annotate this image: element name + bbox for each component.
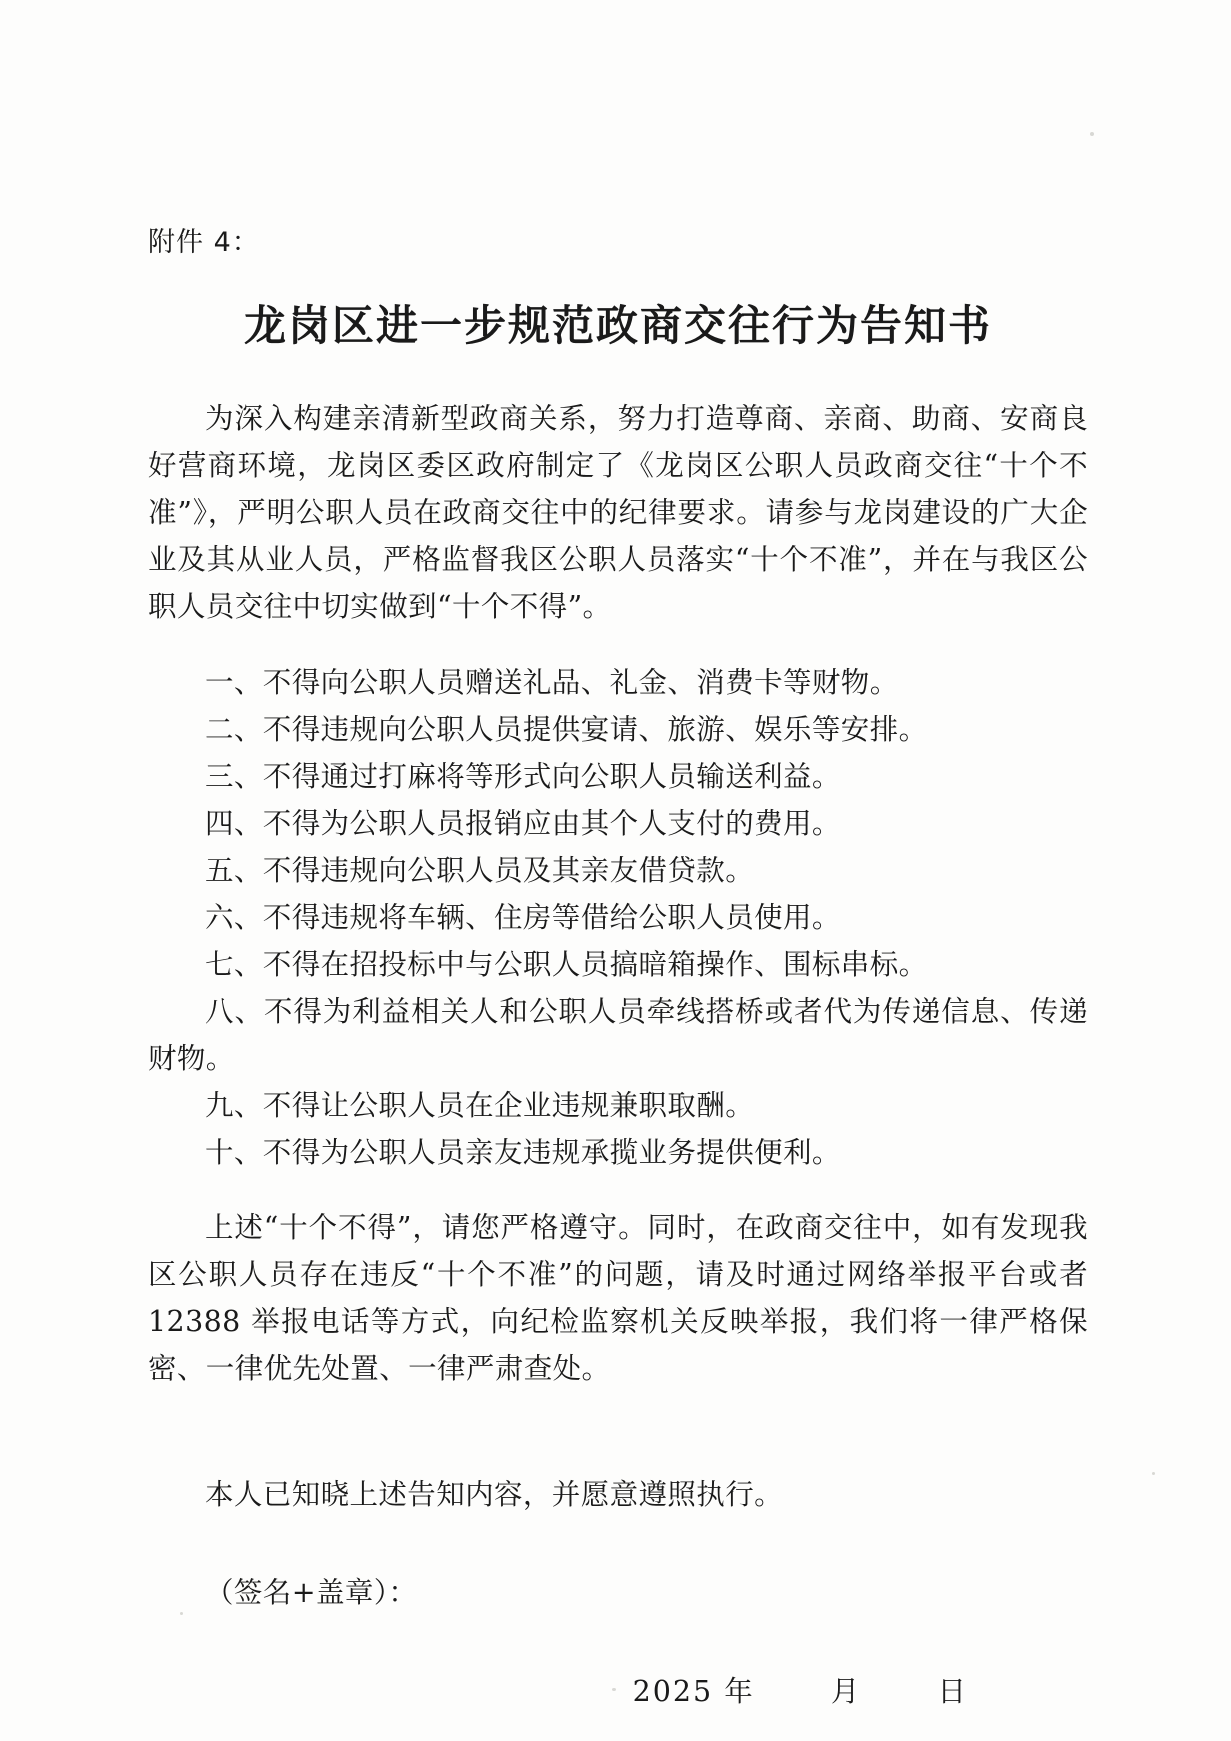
list-item: 八、不得为利益相关人和公职人员牵线搭桥或者代为传递信息、传递财物。 xyxy=(148,994,1088,1075)
list-item: 三、不得通过打麻将等形式向公职人员输送利益。 xyxy=(205,759,841,793)
closing-paragraph: 上述“十个不得”，请您严格遵守。同时，在政商交往中，如有发现我区公职人员存在违反“十个不准”的问题，请及时通过网络举报平台或者 12388 举报电话等方式，向纪检监察机关反映举报，我们将一律严格保密、一律优先处置、一律严肃查处。 xyxy=(148,1211,1088,1385)
list-item: 二、不得违规向公职人员提供宴请、旅游、娱乐等安排。 xyxy=(205,712,928,746)
list-item: 五、不得违规向公职人员及其亲友借贷款。 xyxy=(205,853,755,887)
page-title: 龙岗区进一步规范政商交往行为告知书 xyxy=(243,301,992,350)
list-item: 九、不得让公职人员在企业违规兼职取酬。 xyxy=(205,1088,755,1122)
list-item: 六、不得违规将车辆、住房等借给公职人员使用。 xyxy=(205,900,841,934)
signature-field-label[interactable]: （签名+盖章）： xyxy=(205,1575,418,1609)
prohibition-list xyxy=(148,659,1088,1176)
intro-paragraph: 为深入构建亲清新型政商关系，努力打造尊商、亲商、助商、安商良好营商环境，龙岗区委区政府制定了《龙岗区公职人员政商交往“十个不准”》，严明公职人员在政商交往中的纪律要求。请参与龙岗建设的广大企业及其从业人员，严格监督我区公职人员落实“十个不准”，并在与我区公职人员交往中切实做到“十个不得”。 xyxy=(148,402,1088,623)
scan-speck xyxy=(1090,132,1094,136)
list-item: 四、不得为公职人员报销应由其个人支付的费用。 xyxy=(205,806,841,840)
date-year: 2025 年 xyxy=(632,1674,755,1708)
list-item: 七、不得在招投标中与公职人员搞暗箱操作、围标串标。 xyxy=(205,947,928,981)
scan-speck xyxy=(1152,1472,1155,1475)
document-body xyxy=(148,220,1088,1715)
list-item: 十、不得为公职人员亲友违规承揽业务提供便利。 xyxy=(205,1135,841,1169)
date-line xyxy=(148,1668,1088,1715)
attachment-label: 附件 4： xyxy=(148,227,260,258)
list-item: 一、不得向公职人员赠送礼品、礼金、消费卡等财物。 xyxy=(205,665,899,699)
date-month: 月 xyxy=(830,1674,862,1708)
date-day: 日 xyxy=(937,1674,968,1708)
acknowledgement-paragraph: 本人已知晓上述告知内容，并愿意遵照执行。 xyxy=(205,1478,784,1511)
